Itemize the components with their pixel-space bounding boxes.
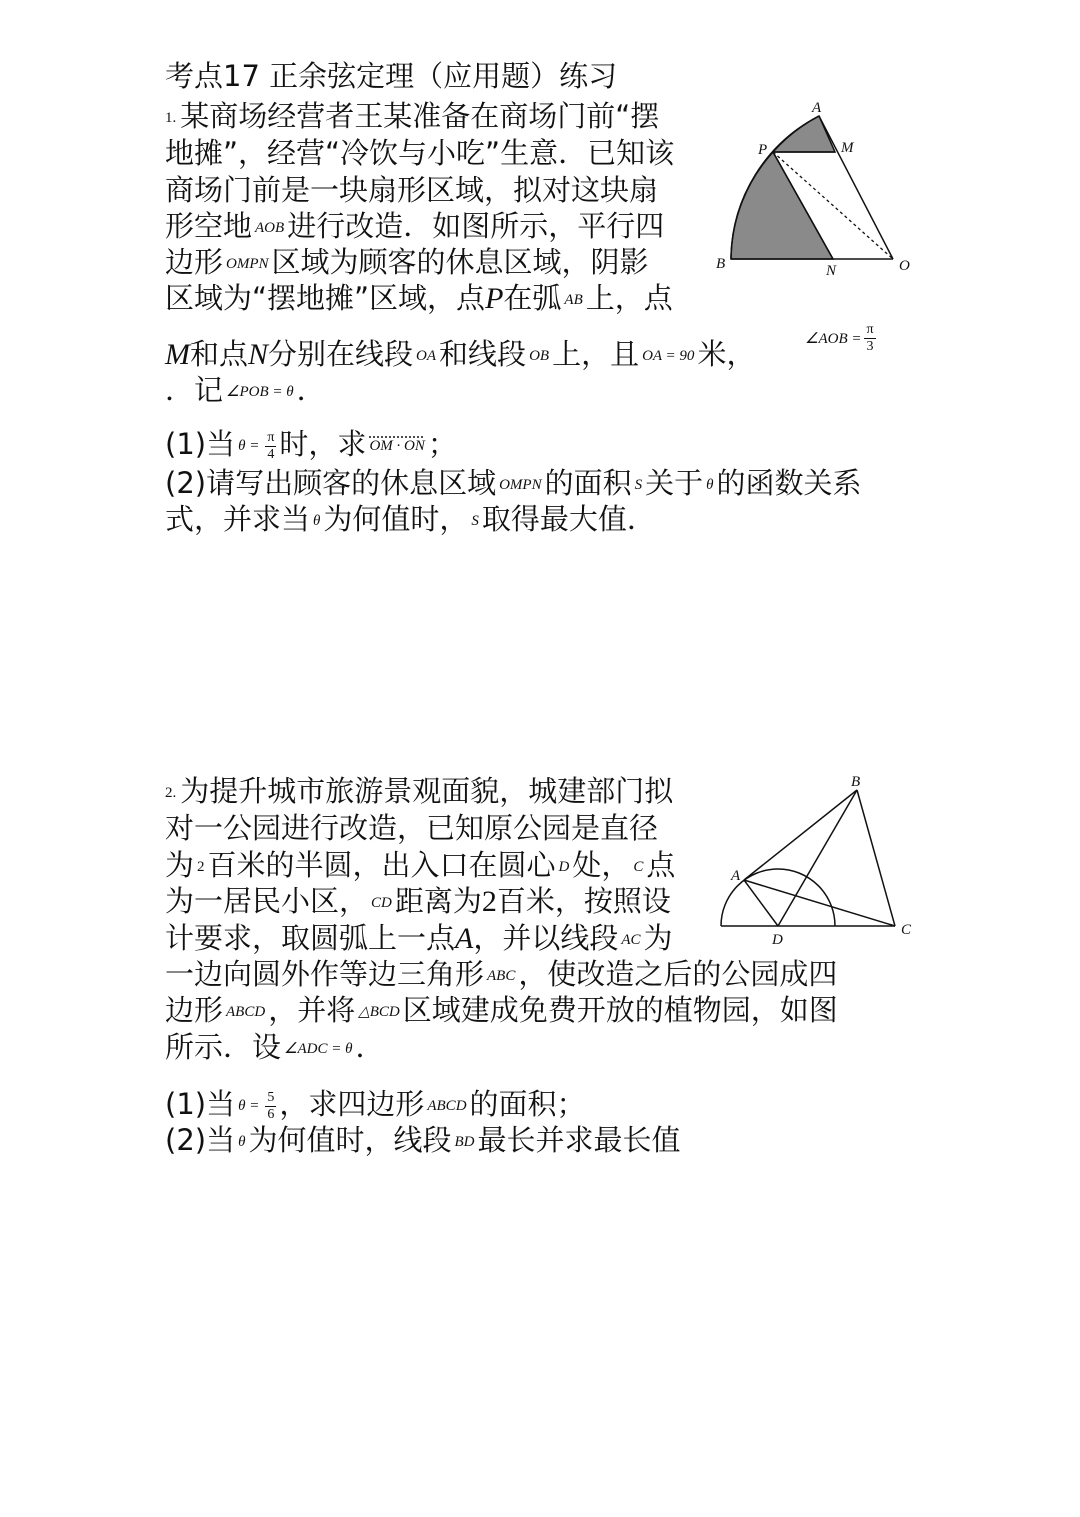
q1-text: 区域为“摆地摊”区域，点 xyxy=(165,281,486,315)
q2-text: ，使改造之后的公园成四 xyxy=(518,957,838,991)
math-bd: BD xyxy=(454,1134,475,1150)
q1-text: 式，并求当 xyxy=(165,502,311,536)
label-d: D xyxy=(772,932,783,948)
q1-text: 时，求 xyxy=(279,427,367,461)
q2-text: 计要求，取圆弧上一点 xyxy=(165,921,456,955)
math-theta: θ = xyxy=(238,1098,260,1114)
math-theta: θ xyxy=(238,1134,246,1150)
q1-text: (2)请写出顾客的休息区域 xyxy=(165,466,497,500)
q2-text: 为 xyxy=(643,921,673,955)
q2-line-7 xyxy=(165,992,838,1030)
fraction-5-6 xyxy=(265,1090,276,1123)
q1-text: 的函数关系 xyxy=(716,466,862,500)
q2-text: ，并将 xyxy=(268,993,356,1027)
q2-text: 边形 xyxy=(165,993,224,1027)
math-abcd: ABCD xyxy=(427,1098,467,1114)
q1-text: 区域为顾客的休息区域，阴影 xyxy=(271,245,649,279)
q2-line-5 xyxy=(165,920,673,958)
q1-text: ．记 xyxy=(165,373,224,407)
fraction-denominator: 4 xyxy=(267,446,275,462)
q2-text: 区域建成免费开放的植物园，如图 xyxy=(402,993,838,1027)
q2-text: 百米的半圆，出入口在圆心 xyxy=(207,848,556,882)
label-a: A xyxy=(731,868,741,884)
q2-text: 为一居民小区， xyxy=(165,884,369,918)
q1-text: ． xyxy=(296,373,326,407)
fraction-denominator: 6 xyxy=(267,1106,275,1122)
q2-text: 的面积； xyxy=(469,1087,586,1121)
shaded-region-top xyxy=(773,116,835,152)
math-p: P xyxy=(485,282,504,315)
math-ob: OB xyxy=(529,348,550,364)
q1-text: 的面积 xyxy=(544,466,632,500)
math-ac: AC xyxy=(621,932,641,948)
math-aob: AOB xyxy=(255,220,285,236)
segment-ab xyxy=(744,790,857,880)
q2-text: 一边向圆外作等边三角形 xyxy=(165,957,485,991)
fraction-pi-4 xyxy=(265,430,276,463)
q1-text: 关于 xyxy=(645,466,704,500)
math-ompn: OMPN xyxy=(226,256,269,272)
q1-part-1 xyxy=(165,426,457,464)
math-theta: θ xyxy=(313,513,321,529)
q1-text: 地摊”，经营“冷饮与小吃”生意．已知该 xyxy=(165,136,675,170)
label-b: B xyxy=(716,256,726,272)
q1-text: 为何值时， xyxy=(323,502,469,536)
q1-part-2 xyxy=(165,465,862,503)
q1-line-5 xyxy=(165,244,649,282)
q2-line-6 xyxy=(165,956,837,994)
figure-sector-aob xyxy=(705,95,925,280)
q1-text: 进行改造．如图所示，平行四 xyxy=(287,209,665,243)
label-o: O xyxy=(899,258,910,274)
q2-text: 为 xyxy=(165,848,195,882)
math-ab: AB xyxy=(564,292,583,308)
math-2-distance: 2 xyxy=(481,885,497,918)
q2-text: 对一公园进行改造，已知原公园是直径 xyxy=(165,811,659,845)
math-theta: θ xyxy=(706,477,714,493)
math-c: C xyxy=(633,859,644,875)
q2-part-2 xyxy=(165,1122,681,1160)
q2-text: (2)当 xyxy=(165,1123,236,1157)
label-b: B xyxy=(851,774,861,790)
q1-text: 取得最大值． xyxy=(481,502,656,536)
math-a: A xyxy=(455,922,474,955)
math-n: N xyxy=(248,338,269,371)
segment-bd xyxy=(778,790,857,926)
math-s: S xyxy=(471,513,479,529)
q1-text: ； xyxy=(427,427,457,461)
q2-text: 距离为 xyxy=(394,884,482,918)
q2-line-2 xyxy=(165,810,658,846)
label-c: C xyxy=(901,922,912,938)
math-oa-90: OA = 90 xyxy=(642,348,695,364)
q2-text: 为提升城市旅游景观面貌，城建部门拟 xyxy=(180,774,674,808)
q1-text: 分别在线段 xyxy=(268,337,414,371)
q2-part-1 xyxy=(165,1086,586,1124)
fraction-denominator: 3 xyxy=(866,339,874,354)
q1-line-8 xyxy=(165,372,326,410)
fraction-numerator: π xyxy=(866,322,874,337)
q2-text: 最长并求最长值 xyxy=(477,1123,681,1157)
q1-line-2 xyxy=(165,135,674,171)
figure-park-abcd xyxy=(712,770,922,950)
angle-aob-formula xyxy=(805,322,879,355)
q2-text: ，求四边形 xyxy=(279,1087,425,1121)
title-text: 考点17 正余弦定理（应用题）练习 xyxy=(165,59,618,93)
q1-text: 米， xyxy=(697,337,756,371)
segment-oa xyxy=(819,116,893,259)
q2-line-4 xyxy=(165,883,671,921)
math-m: M xyxy=(165,338,190,371)
q1-line-1 xyxy=(165,98,659,136)
q2-text: 所示．设 xyxy=(165,1030,282,1064)
page-title xyxy=(165,58,617,94)
segment-ad xyxy=(744,880,778,926)
math-s: S xyxy=(634,477,643,493)
angle-aob-label: ∠AOB = xyxy=(805,331,862,347)
math-abc: ABC xyxy=(487,968,516,984)
q1-text: 和点 xyxy=(190,337,249,371)
q2-number: 2. xyxy=(165,785,177,801)
math-theta: θ = xyxy=(238,438,260,454)
q2-text: (1)当 xyxy=(165,1087,236,1121)
math-d: D xyxy=(558,859,570,875)
fraction-numerator: π xyxy=(267,429,275,445)
q2-text: ． xyxy=(355,1030,385,1064)
q1-text: 形空地 xyxy=(165,209,253,243)
q1-text: 上，且 xyxy=(552,337,640,371)
q1-text: 和线段 xyxy=(439,337,527,371)
math-2: 2 xyxy=(197,859,205,875)
q2-text: 点 xyxy=(646,848,676,882)
label-m: M xyxy=(841,140,854,156)
math-pob: ∠POB = θ xyxy=(226,384,294,400)
q1-text: 在弧 xyxy=(503,281,562,315)
q2-line-3 xyxy=(165,847,675,885)
math-cd: CD xyxy=(371,895,392,911)
q1-text: 上，点 xyxy=(585,281,673,315)
q1-line-3 xyxy=(165,172,658,208)
q2-line-8 xyxy=(165,1029,384,1067)
q2-text: 百米，按照设 xyxy=(496,884,671,918)
math-vector-dot: OM · ON xyxy=(369,438,425,454)
math-adc: ∠ADC = θ xyxy=(284,1041,353,1057)
q2-line-1 xyxy=(165,773,673,811)
q1-number: 1. xyxy=(165,110,177,126)
q1-line-4 xyxy=(165,208,664,246)
math-ompn: OMPN xyxy=(499,477,542,493)
q1-line-7 xyxy=(165,336,755,374)
segment-bc xyxy=(857,790,895,926)
q2-text: 处， xyxy=(572,848,631,882)
fraction-numerator: 5 xyxy=(267,1089,275,1105)
math-abcd: ABCD xyxy=(226,1004,266,1020)
q1-part-2-cont xyxy=(165,501,656,539)
label-p: P xyxy=(758,142,768,158)
q1-line-6 xyxy=(165,280,673,318)
q1-text: (1)当 xyxy=(165,427,236,461)
math-triangle-bcd: △BCD xyxy=(358,1004,400,1020)
q2-text: 为何值时，线段 xyxy=(248,1123,452,1157)
label-a: A xyxy=(812,100,822,116)
q2-text: ，并以线段 xyxy=(473,921,619,955)
q1-text: 某商场经营者王某准备在商场门前“摆 xyxy=(180,99,660,133)
label-n: N xyxy=(826,263,837,279)
q1-text: 边形 xyxy=(165,245,224,279)
q1-text: 商场门前是一块扇形区域，拟对这块扇 xyxy=(165,173,659,207)
math-oa: OA xyxy=(416,348,437,364)
angle-aob-fraction xyxy=(864,322,875,355)
